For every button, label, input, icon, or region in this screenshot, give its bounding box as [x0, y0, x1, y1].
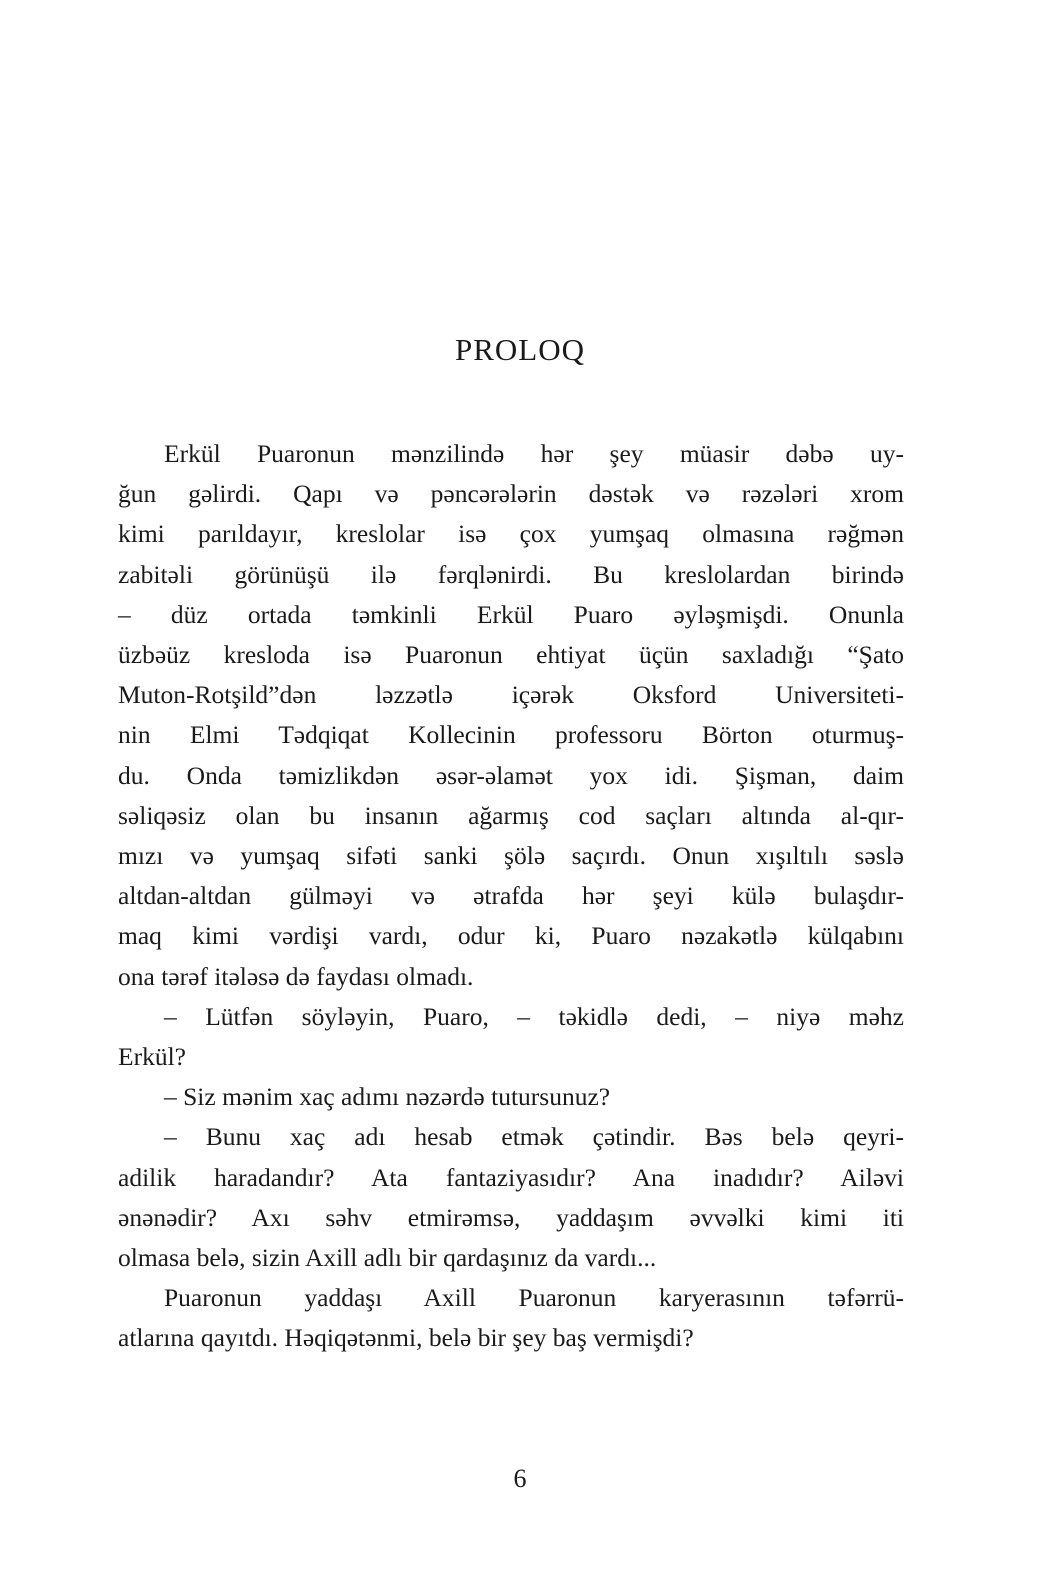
chapter-title: PROLOQ: [454, 332, 585, 367]
text-line: mızı və yumşaq sifəti sanki şölə saçırdı. Onun xışıltılı səslə: [118, 841, 904, 871]
text-line: du. Onda təmizlikdən əsər-əlamət yox idi. Şişman, daim: [118, 760, 904, 790]
text-line: atlarına qayıtdı. Həqiqətənmi, belə bir şey baş vermişdi?: [118, 1323, 694, 1353]
text-line: olmasa belə, sizin Axill adlı bir qardaşınız da vardı...: [118, 1243, 657, 1273]
text-line: Puaronun yaddaşı Axill Puaronun karyerasının təfərrü-: [164, 1283, 904, 1313]
text-line: üzbəüz kresloda isə Puaronun ehtiyat üçün saxladığı “Şato: [118, 640, 904, 670]
text-line: – Siz mənim xaç adımı nəzərdə tutursunuz?: [164, 1082, 611, 1112]
text-line: Muton-Rotşild”dən ləzzətlə içərək Oksford Universiteti-: [118, 680, 904, 710]
text-line: Erkül Puaronun mənzilində hər şey müasir dəbə uy-: [164, 439, 904, 468]
text-line: – Lütfən söyləyin, Puaro, – təkidlə dedi, – niyə məhz: [164, 1001, 904, 1031]
text-line: kimi parıldayır, kreslolar isə çox yumşaq olmasına rəğmən: [118, 519, 904, 549]
text-line: – düz ortada təmkinli Erkül Puaro əyləşmişdi. Onunla: [118, 599, 904, 629]
text-line: altdan-altdan gülməyi və ətrafda hər şeyi külə bulaşdır-: [118, 881, 904, 911]
text-line: – Bunu xaç adı hesab etmək çətindir. Bəs belə qeyri-: [164, 1122, 904, 1152]
body-text: [118, 434, 904, 1359]
page-number: 6: [513, 1464, 527, 1493]
text-line: ğun gəlirdi. Qapı və pəncərələrin dəstək və rəzələri xrom: [118, 479, 904, 509]
text-line: səliqəsiz olan bu insanın ağarmış cod saçları altında al-qır-: [118, 800, 904, 830]
text-line: zabitəli görünüşü ilə fərqlənirdi. Bu kreslolardan birində: [118, 559, 904, 589]
text-line: nin Elmi Tədqiqat Kollecinin professoru Börton oturmuş-: [118, 720, 904, 750]
text-line: Erkül?: [118, 1042, 186, 1072]
text-line: ənənədir? Axı səhv etmirəmsə, yaddaşım əvvəlki kimi iti: [118, 1202, 904, 1232]
text-line: ona tərəf itələsə də faydası olmadı.: [118, 961, 474, 991]
text-line: adilik haradandır? Ata fantaziyasıdır? Ana inadıdır? Ailəvi: [118, 1162, 904, 1192]
text-line: maq kimi vərdişi vardı, odur ki, Puaro nəzakətlə külqabını: [118, 921, 904, 951]
